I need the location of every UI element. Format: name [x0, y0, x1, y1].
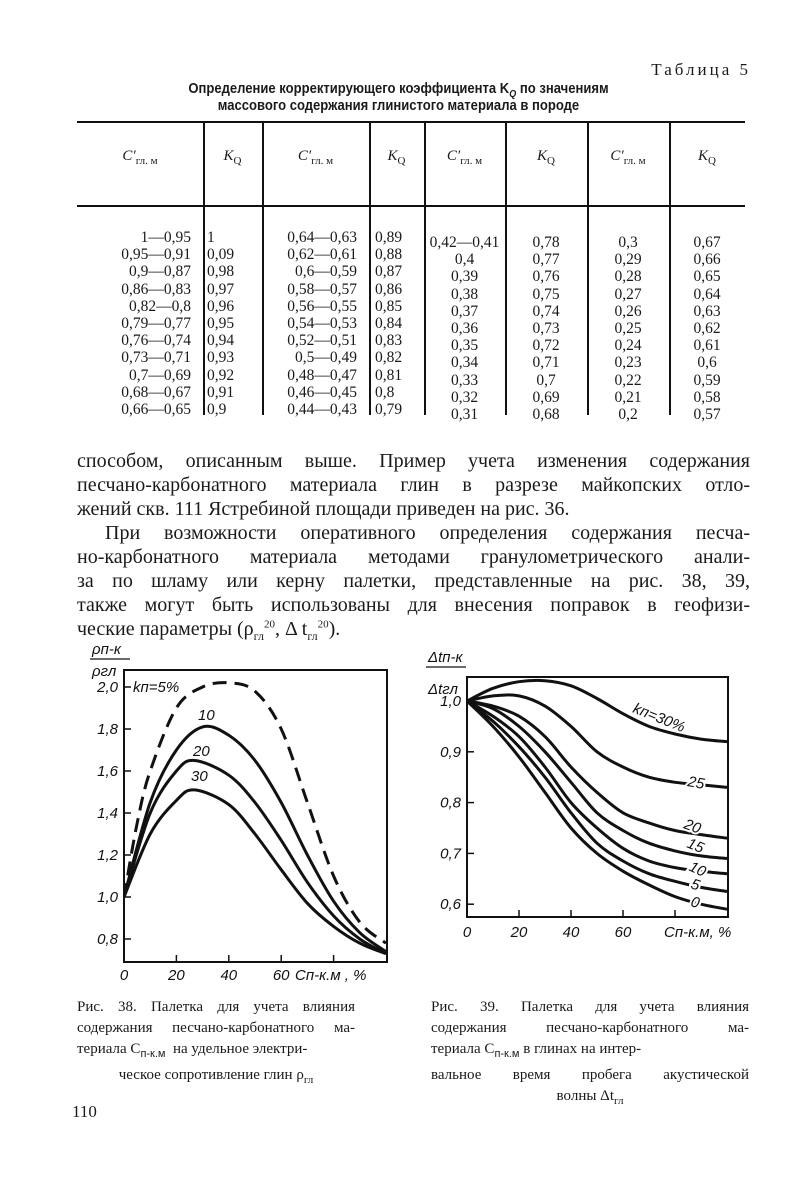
y-tick-label: 1,2 [97, 847, 118, 864]
table-cell: 0,9—0,87 [129, 263, 191, 281]
figure-39-caption [431, 997, 749, 1112]
table-number: Таблица 5 [651, 60, 751, 79]
y-axis-label-numerator: ρп-к [92, 641, 121, 658]
table-cell: 0,86 [375, 280, 403, 298]
table-cell: 0,72 [532, 337, 560, 355]
text: волны Δt [556, 1088, 614, 1104]
table-cell: 0,74 [532, 302, 560, 320]
table-cell: 0,22 [614, 371, 642, 389]
series-label: kп=5% [133, 679, 180, 696]
text: ). [328, 618, 341, 640]
table-cell: 0,98 [207, 263, 235, 281]
caption-line: Рис. 39. Палетка для учета влияния [431, 999, 749, 1015]
body-line: за по шламу или керну палетки, представленные на рис. 38, 39, [77, 570, 750, 592]
series-label: 25 [686, 773, 706, 793]
table-cell: 0,95—0,91 [121, 246, 191, 264]
header-symbol: C′ [122, 148, 136, 164]
table-cell: 0,76 [532, 268, 560, 286]
table-cell: 0,2 [618, 406, 638, 424]
table-cell: 0,9 [207, 401, 227, 419]
x-axis-label: Cп-к.м, % [664, 924, 732, 941]
table-cell: 0,3 [618, 234, 638, 251]
header-sub: Q [397, 155, 406, 167]
header-symbol: C′ [446, 148, 461, 164]
table-cell: 0,5—0,49 [295, 349, 357, 367]
header-sub: Q [708, 155, 716, 167]
table-cell: 0,71 [532, 354, 560, 372]
header-sub: гл. м [460, 155, 483, 167]
caption-sub: Q [509, 88, 517, 100]
table-cell: 0,75 [532, 285, 560, 303]
table-cell: 0,57 [693, 406, 721, 424]
table-cell: 0,92 [207, 366, 235, 384]
sup: 20 [317, 618, 329, 631]
y-axis-label-denominator: ρгл [92, 663, 117, 680]
caption-line: вальное время пробега акустической [431, 1067, 749, 1083]
table-cell: 0,28 [614, 268, 642, 286]
table-cell: 0,76—0,74 [121, 332, 191, 350]
series-label: 30 [191, 768, 208, 785]
table-cell: 0,36 [450, 320, 479, 338]
table-cell: 0,25 [614, 320, 642, 338]
table-cell: 0,64 [693, 285, 721, 303]
table-caption-line2: массового содержания глинистого материала в породе [217, 98, 580, 114]
series-label: 20 [681, 815, 704, 838]
table-cell: 0,82 [375, 349, 403, 367]
table-cell: 0,88 [375, 246, 403, 264]
table-cell: 0,82—0,8 [129, 297, 191, 315]
table-cell: 0,58—0,57 [287, 280, 357, 298]
y-tick-label: 0,8 [97, 931, 118, 948]
header-sub: Q [547, 155, 555, 167]
table-cell: 0,27 [614, 285, 642, 303]
series-line-20 [124, 760, 386, 953]
series-label: 20 [193, 743, 210, 760]
table-cell: 0,94 [207, 332, 235, 350]
table-cell: 0,48—0,47 [287, 366, 357, 384]
caption-line: содержания песчано-карбонатного ма- [431, 1020, 749, 1036]
sub: гл [613, 1095, 624, 1107]
table-cell: 0,58 [693, 388, 721, 406]
y-tick-label: 1,4 [97, 805, 118, 822]
x-tick-label: 0 [462, 924, 472, 941]
header-symbol: K [537, 148, 548, 164]
table-cell: 0,54—0,53 [287, 315, 357, 333]
header-symbol: C′ [610, 148, 624, 164]
table-cell: 0,6—0,59 [295, 263, 357, 281]
table-cell: 0,4 [454, 251, 475, 269]
table-cell: 0,81 [375, 366, 403, 384]
caption-text: Определение корректирующего коэффициента K [188, 81, 510, 97]
text: в глинах на интер- [519, 1041, 642, 1057]
table-cell: 0,79—0,77 [121, 315, 191, 333]
y-tick-label: 1,6 [97, 763, 118, 780]
table-cell: 0,37 [450, 302, 479, 320]
table-cell: 0,24 [614, 337, 642, 355]
table-cell: 0,62 [693, 320, 721, 338]
table-cell: 0,77 [532, 251, 560, 269]
table-cell: 0,93 [207, 349, 235, 367]
text: ческие параметры (ρ [77, 618, 254, 640]
table-cell: 0,29 [614, 251, 642, 269]
table-cell: 0,42—0,41 [429, 234, 500, 251]
x-axis-label: Cп-к.м , % [295, 967, 367, 984]
caption-line [77, 1039, 355, 1065]
table-cell: 0,96 [207, 297, 235, 315]
table-cell: 0,7 [536, 371, 556, 389]
page-number: 110 [72, 1102, 97, 1121]
table-cell: 0,97 [207, 280, 235, 298]
table-cell: 0,65 [693, 268, 721, 286]
table-cell: 0,66—0,65 [121, 401, 191, 419]
table-cell: 0,67 [693, 234, 721, 251]
table-cell: 0,52—0,51 [287, 332, 357, 350]
series-label: 10 [198, 707, 215, 724]
table-cell: 0,73—0,71 [121, 349, 191, 367]
caption-line [431, 1039, 749, 1065]
sub: гл [253, 629, 264, 643]
table-cell: 0,62—0,61 [287, 246, 357, 264]
table-cell: 0,68 [532, 406, 560, 424]
table-cell: 0,33 [450, 371, 479, 389]
table-cell: 0,64—0,63 [287, 229, 357, 246]
table-cell: 0,8 [375, 383, 395, 401]
series-label: 5 [688, 875, 702, 895]
table-cell: 0,34 [450, 354, 479, 372]
table-cell: 0,56—0,55 [287, 297, 357, 315]
y-tick-label: 0,6 [440, 896, 461, 914]
table-cell: 0,59 [693, 371, 721, 389]
table-cell: 0,09 [207, 246, 235, 264]
text: териала C [431, 1041, 495, 1057]
sub: гл [307, 629, 318, 643]
body-line: песчано-карбонатного материала глин в разрезе майкопских отло- [77, 474, 750, 496]
table-cell: 0,26 [614, 302, 642, 320]
series-label: 0 [688, 893, 702, 913]
table-cell: 0,23 [614, 354, 642, 372]
header-symbol: C′ [297, 148, 312, 164]
table-cell: 1—0,95 [140, 229, 191, 246]
table-cell: 0,38 [450, 285, 479, 303]
text: териала C [77, 1041, 141, 1057]
table-cell: 0,85 [375, 297, 403, 315]
caption-line: содержания песчано-карбонатного ма- [77, 1020, 355, 1036]
header-symbol: K [698, 148, 709, 164]
x-tick-label: 60 [272, 967, 290, 984]
table-cell: 0,32 [450, 388, 479, 406]
series-line-10 [124, 726, 386, 951]
y-tick-label: 1,8 [97, 721, 118, 738]
table-cell: 0,44—0,43 [287, 401, 357, 419]
table-cell: 0,31 [450, 406, 479, 424]
body-line: способом, описанным выше. Пример учета изменения содержания [77, 450, 750, 472]
x-tick-label: 60 [614, 924, 632, 941]
y-tick-label: 0,8 [440, 794, 461, 812]
header-sub: Q [233, 155, 242, 167]
table-cell: 0,78 [532, 234, 560, 251]
table-cell: 0,95 [207, 315, 235, 333]
table-cell: 0,61 [693, 337, 721, 355]
y-tick-label: 2,0 [97, 679, 118, 696]
series-line-5 [467, 701, 727, 892]
caption-text-end: по значениям [516, 81, 609, 97]
text: , Δ t [274, 618, 308, 640]
table-cell: 0,63 [693, 302, 721, 320]
caption-line [431, 1086, 749, 1112]
figure-38-caption [77, 997, 355, 1091]
chart-2 [426, 649, 731, 941]
body-line: При возможности оперативного определения содержания песча- [105, 522, 750, 544]
table-cell: 1 [207, 229, 215, 246]
series-label: 15 [684, 834, 707, 857]
x-tick-label: 40 [220, 967, 238, 984]
table-cell: 0,21 [614, 388, 642, 406]
y-tick-label: 1,0 [97, 889, 118, 906]
table-cell: 0,6 [697, 354, 717, 372]
table-cell: 0,89 [375, 229, 403, 246]
header-sub: гл. м [135, 155, 158, 167]
table-cell: 0,39 [450, 268, 479, 286]
table-cell: 0,66 [693, 251, 721, 269]
table-cell: 0,87 [375, 263, 403, 281]
table-cell: 0,91 [207, 383, 235, 401]
header-sub: гл. м [623, 155, 646, 167]
table-cell: 0,79 [375, 401, 403, 419]
table-cell: 0,86—0,83 [121, 280, 191, 298]
text: ческое сопротивление глин ρ [118, 1067, 304, 1083]
table-cell: 0,7—0,69 [129, 366, 191, 384]
sub: гл [303, 1074, 314, 1086]
caption-line: Рис. 38. Палетка для учета влияния [77, 999, 355, 1015]
text: на удельное электри- [165, 1041, 308, 1057]
header-symbol: K [387, 148, 398, 164]
chart-1 [90, 641, 387, 984]
caption-line [77, 1065, 355, 1091]
sup: 20 [263, 618, 275, 631]
y-axis-label-denominator: Δtгл [428, 681, 458, 698]
header-sub: гл. м [311, 155, 334, 167]
table-cell: 0,68—0,67 [121, 383, 191, 401]
series-label: kп=30% [630, 699, 688, 737]
x-tick-label: 0 [119, 967, 129, 984]
table-cell: 0,69 [532, 388, 560, 406]
table-cell: 0,73 [532, 320, 560, 338]
x-tick-label: 20 [168, 967, 185, 984]
header-symbol: K [223, 148, 234, 164]
table-cell: 0,46—0,45 [287, 383, 357, 401]
series-label: 10 [686, 858, 709, 881]
x-tick-label: 20 [510, 924, 528, 941]
x-tick-label: 40 [562, 924, 580, 941]
plot-frame [467, 677, 728, 917]
y-axis-label-numerator: Δtп-к [428, 649, 463, 666]
body-line: также могут быть использованы для внесения поправок в геофизи- [77, 594, 750, 616]
y-tick-label: 1,0 [440, 693, 461, 710]
y-tick-label: 0,9 [440, 743, 461, 761]
y-tick-label: 0,7 [440, 845, 461, 863]
sub: п-к.м [494, 1048, 520, 1060]
sub: п-к.м [140, 1048, 166, 1060]
table-cell: 0,84 [375, 315, 403, 333]
table-cell: 0,83 [375, 332, 403, 350]
table-cell: 0,35 [450, 337, 479, 355]
body-line: но-карбонатного материала методами гранулометрического анали- [77, 546, 750, 568]
body-line: жений скв. 111 Ястребиной площади приведен на рис. 36. [77, 498, 570, 520]
